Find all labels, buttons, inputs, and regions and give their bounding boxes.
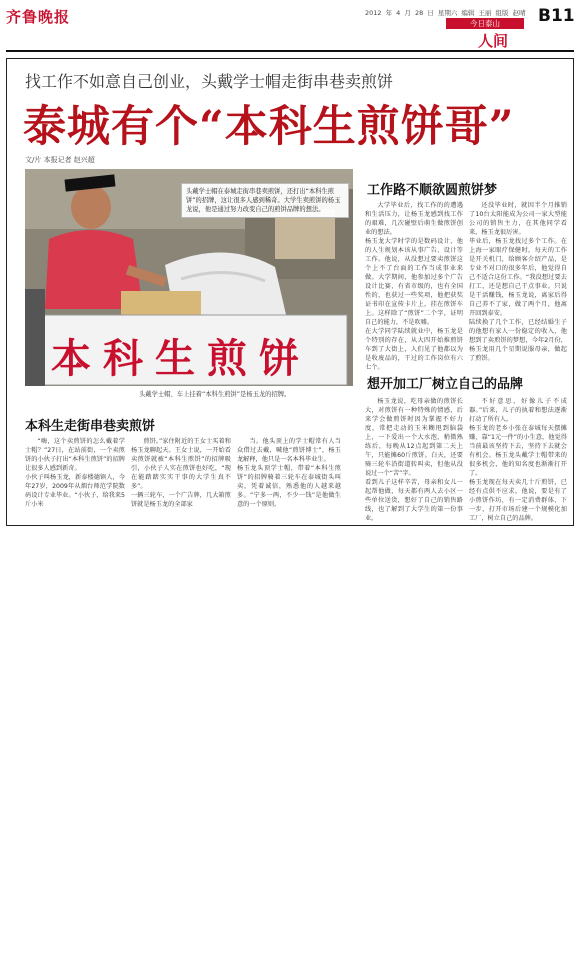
section2-column-1 [365,201,463,379]
section-tab: 今日泰山 [446,18,524,29]
photo-caption: 头戴学士帽、车上挂着“本科生煎饼”是杨玉龙的招牌。 [139,391,291,398]
section2-column-2 [469,201,567,379]
section3-column-2 [469,397,567,521]
section-heading-3: 想开加工厂树立自己的品牌 [367,377,524,392]
section1-col1-text: “嗨，这个卖煎饼的怎么戴着学士帽？”27日，在站前街，一个卖煎饼的小伙子打出“本科生煎饼”的招牌让很多人感到新奇。 小伙子叫杨玉龙，新泰楼德镇人，今年27岁，2009年从烟台师范学院数码设计专业毕业。“小伙子，给我来5斤小米 [25,438,125,508]
section1-column-2 [131,437,231,521]
section3-col2-text: 不好意思，好像儿子不成器。”后来，儿子的执着和想法逐渐打动了所有人。 杨玉龙的老乡小张在泰城每天摆摊赚，靠“1元一件”的小生意，他觉得当前最该坚持下去，坚持下去就会有机会。杨玉龙头戴学士帽带来的很多机会，他的知名度也渐渐打开了。 杨玉龙现在每天卖几十斤煎饼，已经有点供不应求。他说，要是有了小煎饼作坊，有一定消费群体，下一步，打开市场后建一个规模化加工厂，树立自己的品牌。 [469,398,567,521]
newspaper-logo: 齐鲁晚报 [6,8,71,26]
issue-meta: 2012 年 4 月 28 日 星期六 编辑 王丽 组版 赵晴 [365,9,526,17]
section-heading-2: 工作路不顺欲圆煎饼梦 [367,183,498,198]
section2-col1-text: 大学毕业后，找工作的的遭遇和生活压力，让杨玉龙感到找工作的艰难，几次碰壁后萌生做煎饼创业的想法。 杨玉龙大学时学的是数码设计，他的人生规划本该从事广告、设计等工作。他说，从没想过要卖煎饼这个上不了台面的工作当成事业来做。大学期间，他参加过多个广告设计比赛，有省市级的，也有全国性的，也获过一些奖项，他把获奖证书印在宣传卡片上，挂在煎饼车上。这样除了“煎饼”二个字，证明自己的能力，不是吹嘘。 在大学同学陆续就业中，杨玉龙是个特别的存在，从大四开始推煎饼车到了大街上，人们见了他都以为是收废品的，干过的工作岗位有六七个。 [365,202,463,371]
section3-col1-text: 杨玉龙说，吃母亲做的煎饼长大，对煎饼有一种特殊的情感，后来学会做煎饼时因为掌握不好力度，常把走动的玉米糊甩到脑袋上，一下爱出一个大水泡，稍微熟练后，每晚从12点起到第二天上午，只能摊60斤煎饼。白天，还要骑三轮车沿街道转叫卖，但他从没说过一个“苦”字。 看到儿子这样辛苦，母亲和女儿一起帮他做，每天都有两人去小区一些单位送货，想好了自己的销售路线，也了解到了大学生的第一份事业。 [365,398,463,521]
photo-banner-text: 本科生煎饼 [51,335,311,382]
article-kicker: 找工作不如意自己创业，头戴学士帽走街串巷卖煎饼 [25,72,394,91]
article-headline: 泰城有个“本科生煎饼哥” [23,102,515,152]
section2-col2-text: 还没毕业时，就因半个月推销了10台太阳能成为公司一家大型能公司的销售主力，在其他同学看来，杨玉龙很厉害。 毕业后，杨玉龙找过多个工作。在上海一家眼疗保健时，每天的工作是开关机门，给顾客介绍产品，是专业不对口的很多年后，他觉得自己不适合这份工作。“我没想过要去打工，还是想自己干点事业。只说是干活赚钱，杨玉龙说，离家后得自己养不了家，做了两个月，他离开回到泰安。 陆续换了几个工作，已经结婚生子的他想有家人一份稳定的收入，他想到了卖煎饼的梦想，今年2月份，杨玉龙用几个星期说服母亲，做起了煎饼。 [469,202,567,362]
section3-column-1 [365,397,463,521]
article-byline: 文/片 本报记者 赵兴超 [25,156,95,164]
article-frame [6,58,574,526]
article-photo [25,169,353,386]
section1-column-1 [25,437,125,521]
section1-col2-text: 煎饼。”家住附近的王女士买着和杨玉龙聊起天。王女士说，一开始看卖煎饼就被“本科生煎饼”的招牌吸引，小伙子人实在煎饼也好吃，“现在能踏踏实实干事的大学生真不多”。 一辆三轮车，一个广告牌，几大箱煎饼就是杨玉龙的全部家 [131,438,231,508]
masthead [0,0,580,50]
masthead-rule [6,50,574,52]
photo-intro-note: 头戴学士帽在泰城走街串巷卖煎饼，还打出“本科生煎饼”的招牌，这让很多人感到稀奇。大学生卖煎饼的杨玉龙说，他是通过努力改变自己的煎饼品牌的想法。 [181,183,349,218]
page-number: B11 [538,6,575,26]
section1-column-3 [237,437,341,521]
section1-col3-text: 当。他头顶上的学士帽常有人当众借过去戴，喊他“煎饼博士”，杨玉龙解释，他只是一名本科毕业生。 杨玉龙头顶学士帽，带着“本科生煎饼”的招牌骑着三轮车在泰城街头叫卖，凭着诚信，熟悉他的人越来越多。“宁多一两，不少一钱”是他做生意的一个原则。 [237,438,341,508]
section-name: 人间 [478,32,509,50]
section-heading-1: 本科生走街串巷卖煎饼 [25,419,156,434]
